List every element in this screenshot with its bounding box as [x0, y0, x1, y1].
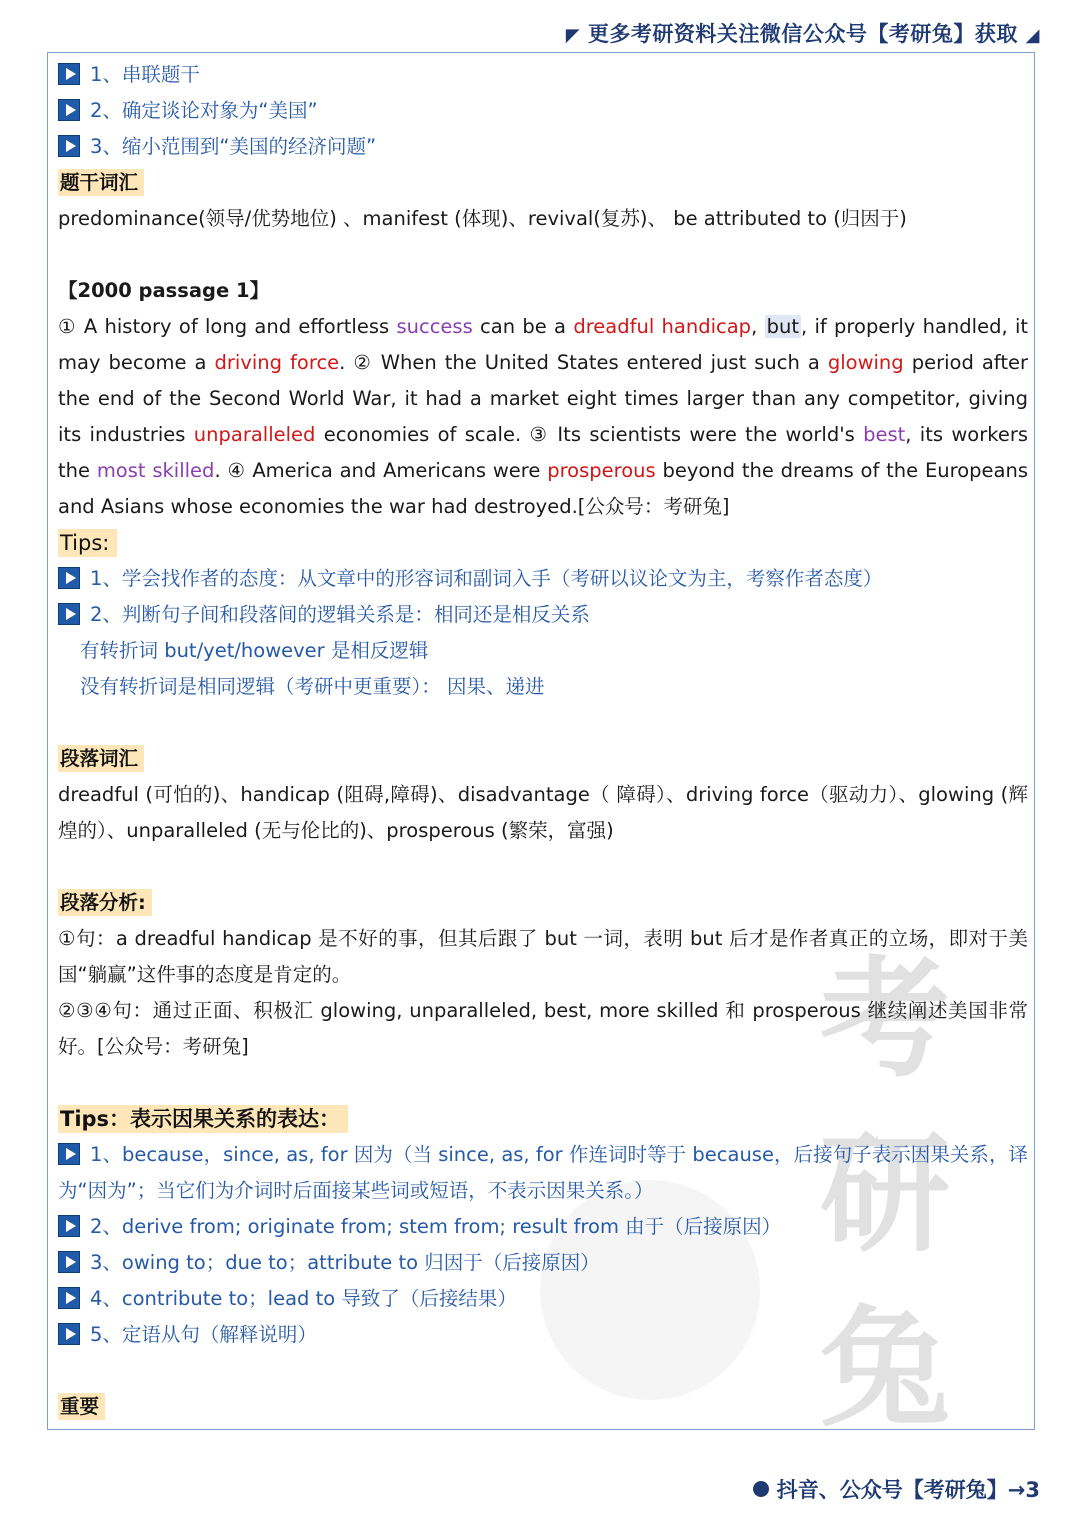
sub-item: 有转折词 but/yet/however 是相反逻辑 — [80, 639, 429, 662]
play-icon — [58, 99, 80, 121]
list-item: 1、串联题干 — [58, 57, 1028, 93]
word-most-skilled: most skilled — [96, 459, 215, 482]
watermark-char-2: 研 — [820, 1117, 951, 1270]
important-heading — [58, 1389, 1028, 1425]
play-icon — [58, 567, 80, 589]
play-icon — [58, 1287, 80, 1309]
list-item: 4、contribute to；lead to 导致了（后接结果） — [58, 1281, 1028, 1317]
section-title: 段落词汇 — [58, 745, 144, 772]
play-icon — [58, 1323, 80, 1345]
play-icon — [58, 63, 80, 85]
section-title: 题干词汇 — [58, 169, 144, 196]
stem-vocab-text: predominance(领导/优势地位) 、manifest (体现)、revival(复苏)、 be attributed to (归因于) — [58, 207, 907, 230]
section-title: Tips：表示因果关系的表达： — [58, 1105, 348, 1133]
list-item: 2、derive from; originate from; stem from; result from 由于（后接原因） — [58, 1209, 1028, 1245]
play-icon — [58, 603, 80, 625]
analysis-p2: ②③④句：通过正面、积极汇 glowing, unparalleled, best, more skilled 和 prosperous 继续阐述美国非常好。[公众号：考研兔] — [58, 999, 1028, 1058]
watermark-char-3: 兔 — [820, 1292, 951, 1445]
play-icon — [58, 1143, 80, 1165]
list-item: 2、判断句子间和段落间的逻辑关系是：相同还是相反关系 — [58, 597, 1028, 633]
passage-title: 【2000 passage 1】 — [58, 279, 270, 302]
list-item: 3、缩小范围到“美国的经济问题” — [58, 129, 1028, 165]
triangle-icon: ◤ — [565, 25, 581, 46]
para-vocab-heading — [58, 741, 1028, 777]
content-frame — [47, 52, 1035, 1430]
list-item: 3、owing to；due to；attribute to 归因于（后接原因） — [58, 1245, 1028, 1281]
word-prosperous: prosperous — [547, 459, 656, 482]
spacer — [58, 849, 1028, 885]
word-driving-force: driving force — [214, 351, 340, 374]
content — [58, 57, 1028, 1425]
footer — [753, 1474, 1040, 1504]
passage-text: ① A history of long and effortless success can be a dreadful handicap, but , if properly handled, it may become a driving force. ② When the United States entered just such a glowing period after the end of the Second World War, it had a market eight times larger than any competitor, giving its industries unparalleled economies of scale. ③ Its scientists were the world's best, its workers the most skilled. ④ America and Americans were prosperous beyond the dreams of the Europeans and Asians whose economies the war had destroyed.[公众号：考研兔] — [58, 315, 1029, 518]
spacer — [58, 1353, 1028, 1389]
play-icon — [58, 135, 80, 157]
para-analysis-heading — [58, 885, 1028, 921]
header-promo — [566, 18, 1040, 48]
spacer — [58, 1065, 1028, 1101]
analysis-p1: ①句：a dreadful handicap 是不好的事，但其后跟了 but 一词，表明 but 后才是作者真正的立场，即对于美国“躺赢”这件事的态度是肯定的。 — [58, 927, 1028, 986]
word-success: success — [396, 315, 473, 338]
play-icon — [58, 1251, 80, 1273]
word-dreadful-handicap: dreadful handicap — [573, 315, 752, 338]
header-text: 更多考研资料关注微信公众号【考研兔】获取 — [587, 22, 1018, 46]
spacer — [58, 237, 1028, 273]
bullet-dot-icon — [753, 1481, 769, 1497]
list-item: 2、确定谈论对象为“美国” — [58, 93, 1028, 129]
section-title: 段落分析: — [58, 889, 152, 916]
word-best: best — [863, 423, 906, 446]
section-title: Tips: — [58, 529, 117, 557]
tips2-heading — [58, 1101, 1028, 1137]
sub-item: 没有转折词是相同逻辑（考研中更重要）： 因果、递进 — [80, 675, 545, 698]
list-item: 1、学会找作者的态度：从文章中的形容词和副词入手（考研以议论文为主，考察作者态度） — [58, 561, 1028, 597]
list-item: 1、because，since, as, for 因为（当 since, as, for 作连词时等于 because，后接句子表示因果关系，译为“因为”；当它们为介词时后面接某些词或短语，不表示因果关系。） — [58, 1143, 1028, 1202]
list-item: 5、定语从句（解释说明） — [58, 1317, 1028, 1353]
play-icon — [58, 1215, 80, 1237]
para-vocab-text: dreadful (可怕的)、handicap (阻碍,障碍)、disadvantage（ 障碍）、driving force（驱动力）、glowing (辉煌的）、unparalleled (无与伦比的)、prosperous (繁荣，富强) — [58, 783, 1028, 842]
word-but: but — [766, 315, 799, 338]
triangle-icon: ◢ — [1025, 25, 1040, 46]
footer-text: 抖音、公众号【考研兔】→3 — [776, 1478, 1040, 1502]
watermark-char-1: 考 — [820, 942, 951, 1095]
tips1-heading — [58, 525, 1028, 561]
section-title: 重要 — [58, 1393, 105, 1420]
word-unparalleled: unparalleled — [193, 423, 316, 446]
stem-vocab-heading — [58, 165, 1028, 201]
word-glowing: glowing — [827, 351, 904, 374]
spacer — [58, 705, 1028, 741]
